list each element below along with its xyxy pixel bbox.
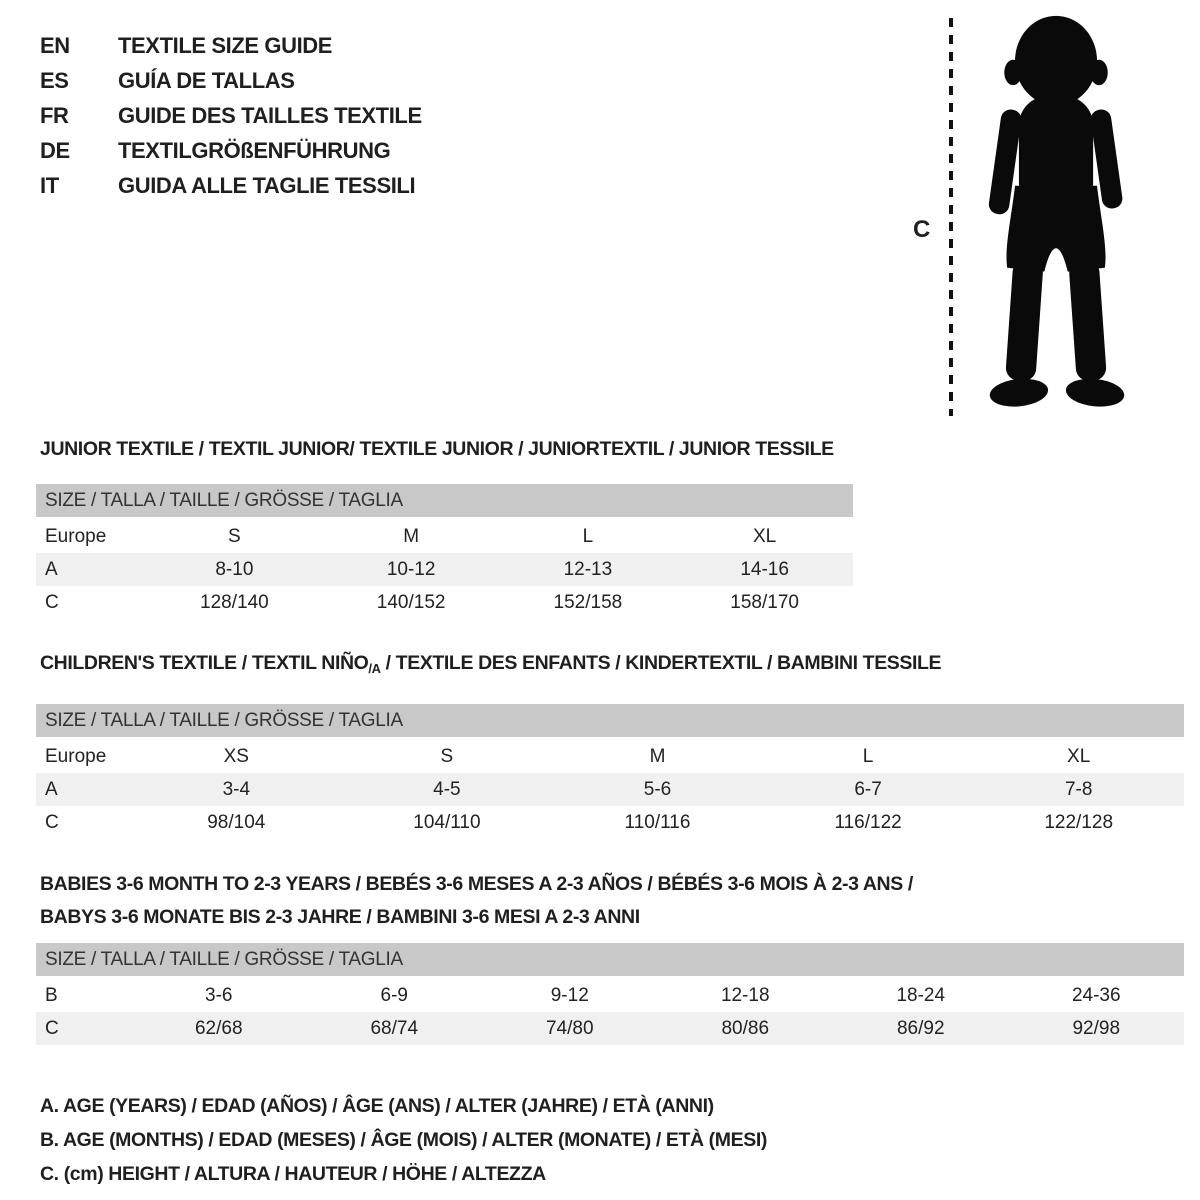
- legend-age-months: B. AGE (MONTHS) / EDAD (MESES) / ÂGE (MOIS) / ALTER (MONATE) / ETÀ (MESI): [40, 1129, 767, 1151]
- table-cell: 74/80: [545, 1017, 594, 1039]
- table-cell: 10-12: [386, 558, 436, 580]
- table-cell: 158/170: [730, 591, 799, 613]
- row-label: B: [45, 984, 58, 1006]
- table-size-header: SIZE / TALLA / TAILLE / GRÖSSE / TAGLIA: [36, 484, 853, 517]
- height-measure-dashed-line: [949, 18, 953, 416]
- table-cell: S: [228, 525, 241, 547]
- table-cell: 122/128: [1044, 811, 1114, 833]
- table-cell: 68/74: [370, 1017, 419, 1039]
- table-cell: 5-6: [643, 778, 672, 800]
- babies-size-table: [36, 943, 1184, 1045]
- language-row-es: [40, 63, 422, 98]
- height-measure-label: C: [913, 216, 931, 243]
- table-cell: 14-16: [740, 558, 789, 580]
- language-title: GUIDE DES TAILLES TEXTILE: [118, 102, 422, 128]
- table-cell: XL: [1067, 745, 1091, 767]
- language-code: IT: [40, 172, 59, 198]
- table-cell: 12-18: [720, 984, 770, 1006]
- section-title-subscript: /A: [368, 661, 381, 676]
- table-cell: 80/86: [721, 1017, 770, 1039]
- table-cell: XL: [753, 525, 777, 547]
- table-row: [36, 773, 1184, 806]
- legend-age-years: A. AGE (YEARS) / EDAD (AÑOS) / ÂGE (ANS) / ALTER (JAHRE) / ETÀ (ANNI): [40, 1095, 714, 1117]
- table-row: [36, 979, 1184, 1012]
- table-row: [36, 740, 1184, 773]
- section-title-line-1: BABIES 3-6 MONTH TO 2-3 YEARS / BEBÉS 3-6 MESES A 2-3 AÑOS / BÉBÉS 3-6 MOIS À 2-3 ANS /: [40, 873, 913, 895]
- row-label: Europe: [45, 745, 107, 767]
- table-cell: L: [862, 745, 874, 767]
- table-cell: 7-8: [1064, 778, 1093, 800]
- table-cell: 98/104: [207, 811, 266, 833]
- row-label: C: [45, 1017, 59, 1039]
- table-cell: 12-13: [563, 558, 613, 580]
- table-row: [36, 586, 853, 619]
- row-label: A: [45, 558, 58, 580]
- table-cell: 4-5: [433, 778, 461, 800]
- language-title: TEXTILGRÖßENFÜHRUNG: [118, 137, 391, 163]
- height-figure: [905, 8, 1160, 426]
- section-title-text: CHILDREN'S TEXTILE / TEXTIL NIÑO: [40, 652, 369, 674]
- junior-size-table: [36, 484, 853, 619]
- table-cell: XS: [223, 745, 249, 767]
- table-cell: 92/98: [1072, 1017, 1121, 1039]
- table-cell: 3-4: [222, 778, 251, 800]
- section-title: [40, 619, 1200, 682]
- language-title: TEXTILE SIZE GUIDE: [118, 32, 333, 58]
- row-label: C: [45, 591, 59, 613]
- language-title: GUÍA DE TALLAS: [118, 67, 295, 93]
- table-row: [36, 520, 853, 553]
- section-children-textile: [0, 619, 1200, 839]
- table-cell: S: [440, 745, 454, 767]
- section-title-text: / TEXTILE DES ENFANTS / KINDERTEXTIL / BAMBINI TESSILE: [380, 652, 942, 674]
- table-size-header: SIZE / TALLA / TAILLE / GRÖSSE / TAGLIA: [36, 943, 1184, 976]
- legend-height-cm: C. (cm) HEIGHT / ALTURA / HAUTEUR / HÖHE / ALTEZZA: [40, 1163, 546, 1185]
- table-cell: M: [403, 525, 420, 547]
- table-cell: 116/122: [834, 811, 902, 833]
- language-code: FR: [40, 102, 69, 128]
- table-cell: 104/110: [413, 811, 481, 833]
- row-label: A: [45, 778, 58, 800]
- table-cell: 18-24: [896, 984, 946, 1006]
- section-title-block: [0, 839, 1200, 934]
- row-label: C: [45, 811, 59, 833]
- table-cell: 140/152: [376, 591, 446, 613]
- language-list: [40, 28, 422, 203]
- table-row: [36, 1012, 1184, 1045]
- table-cell: 152/158: [553, 591, 623, 613]
- table-cell: 9-12: [550, 984, 589, 1006]
- table-cell: 6-9: [380, 984, 408, 1006]
- table-cell: L: [582, 525, 594, 547]
- language-code: ES: [40, 67, 69, 93]
- table-cell: 8-10: [215, 558, 254, 580]
- table-cell: 6-7: [854, 778, 882, 800]
- section-junior-textile: [0, 432, 1200, 619]
- table-row: [36, 806, 1184, 839]
- table-cell: 128/140: [200, 591, 269, 613]
- section-title-line-2: BABYS 3-6 MONATE BIS 2-3 JAHRE / BAMBINI 3-6 MESI A 2-3 ANNI: [40, 906, 640, 928]
- table-row: [36, 553, 853, 586]
- section-babies-textile: [0, 839, 1200, 1045]
- table-cell: 3-6: [205, 984, 233, 1006]
- toddler-silhouette-icon: [971, 10, 1143, 420]
- language-row-de: [40, 133, 422, 168]
- language-code: DE: [40, 137, 70, 163]
- table-cell: 110/116: [624, 811, 691, 833]
- table-cell: M: [649, 745, 666, 767]
- language-row-fr: [40, 98, 422, 133]
- table-size-header: SIZE / TALLA / TAILLE / GRÖSSE / TAGLIA: [36, 704, 1184, 737]
- section-title: JUNIOR TEXTILE / TEXTIL JUNIOR/ TEXTILE JUNIOR / JUNIORTEXTIL / JUNIOR TESSILE: [40, 438, 834, 460]
- header: [0, 0, 1200, 432]
- language-title: GUIDA ALLE TAGLIE TESSILI: [118, 172, 416, 198]
- legend: [40, 1089, 1200, 1191]
- language-row-it: [40, 168, 422, 203]
- language-code: EN: [40, 32, 70, 58]
- table-cell: 86/92: [896, 1017, 945, 1039]
- table-cell: 24-36: [1071, 984, 1121, 1006]
- row-label: Europe: [45, 525, 107, 547]
- children-size-table: [36, 704, 1184, 839]
- table-cell: 62/68: [194, 1017, 243, 1039]
- language-row-en: [40, 28, 422, 63]
